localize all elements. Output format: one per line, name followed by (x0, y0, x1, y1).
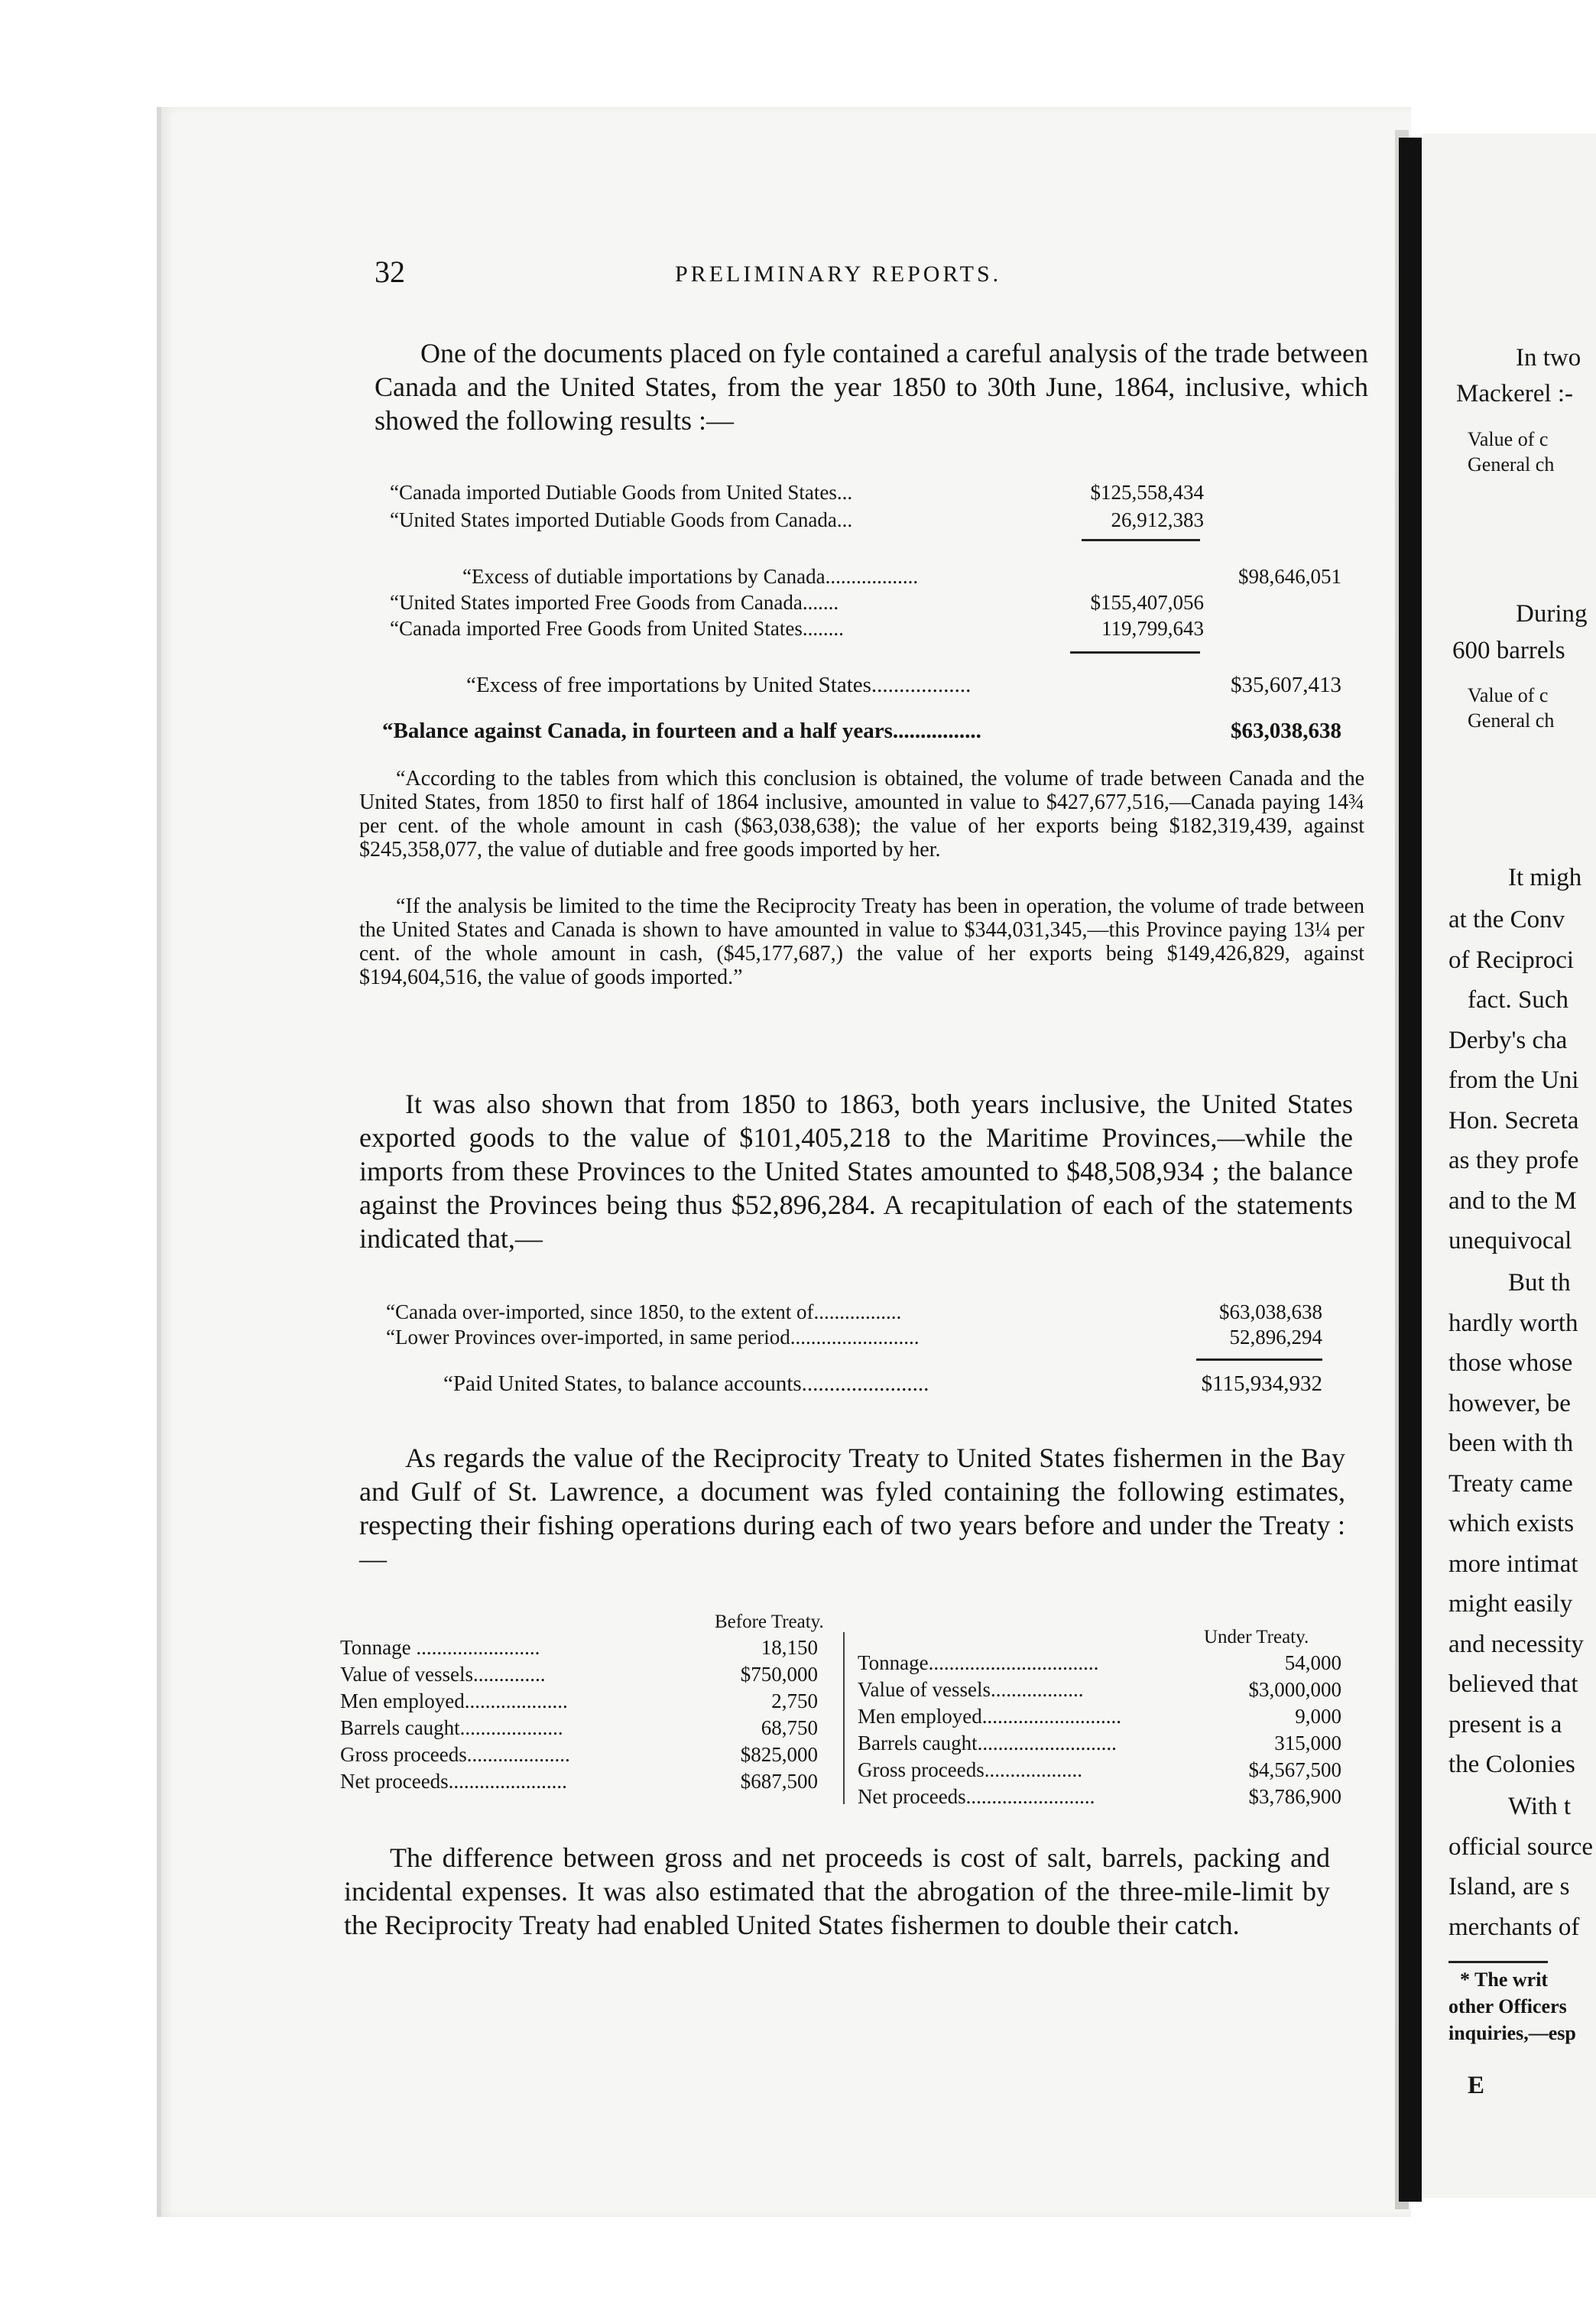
statement-line: “Excess of dutiable importations by Canada.................. $98,646,051 (462, 565, 1341, 588)
paragraph-fishermen-estimates: As regards the value of the Reciprocity Treaty to United States fishermen in the Bay and Gulf of St. Lawrence, a document was fyled containing the following estimates, respecting their fishing operations during each of two years before and under the Treaty :— (359, 1443, 1345, 1574)
paragraph-gross-net-proceeds: The difference between gross and net proceeds is cost of salt, barrels, packing and incidental expenses. It was also estimated that the abrogation of the three-mile-limit by the Reciprocity Treaty had enabled United States fishermen to double their catch. (344, 1842, 1330, 1940)
table-row: Gross proceeds................... $4,567,500 (858, 1758, 1341, 1781)
under-treaty-column (858, 1650, 1341, 1810)
statement-total: “Balance against Canada, in fourteen and a half years................ $63,038,638 (382, 719, 1341, 743)
table-row: Tonnage................................. 54,000 (858, 1651, 1341, 1674)
page-number: 32 (375, 255, 405, 289)
facing-line: Treaty came (1448, 1470, 1573, 1498)
facing-line: 600 barrels (1452, 637, 1565, 664)
facing-page-fragment (1422, 134, 1596, 2198)
facing-line: Hon. Secreta (1448, 1107, 1579, 1134)
facing-line: Island, are s (1448, 1873, 1570, 1900)
quote-reciprocity-analysis: “If the analysis be limited to the time the Reciprocity Treaty has been in operation, the volume of trade between the United States and Canada is shown to have amounted in value to $344,031,345,—this Province paying 13¼ per cent. of the whole amount in cash, ($45,177,687,) the value of her exports being $149,426,829, against $194,604,516, the value of goods imported.” (359, 894, 1364, 989)
facing-line: fact. Such (1468, 986, 1568, 1014)
table-row: Gross proceeds.................... $825,000 (340, 1743, 818, 1766)
facing-line: more intimat (1448, 1550, 1578, 1578)
paragraph-trade-analysis: One of the documents placed on fyle contained a careful analysis of the trade between Canada and the United States, from the year 1850 to 30th June, 1864, inclusive, which showed the following results :— (375, 338, 1368, 436)
footnote-rule (1448, 1961, 1548, 1963)
facing-line: Value of c (1468, 684, 1549, 706)
table-row: Value of vessels.............. $750,000 (340, 1663, 818, 1686)
facing-line: those whose (1448, 1349, 1573, 1377)
facing-line: at the Conv (1448, 906, 1565, 933)
statement-line: “United States imported Dutiable Goods from Canada... 26,912,383 (390, 508, 1204, 531)
facing-line: as they profe (1448, 1147, 1579, 1174)
facing-line: Mackerel :- (1456, 380, 1573, 407)
facing-line: General ch (1468, 709, 1555, 732)
facing-line: believed that (1448, 1670, 1578, 1698)
facing-line: the Colonies (1448, 1751, 1575, 1778)
facing-line: Value of c (1468, 428, 1549, 450)
signature-mark: E (1468, 2072, 1485, 2099)
under-treaty-heading: Under Treaty. (1204, 1627, 1309, 1647)
facing-footnote: other Officers (1448, 1995, 1567, 2017)
facing-footnote: * The writ (1460, 1969, 1549, 1991)
facing-line: unequivocal (1448, 1227, 1572, 1255)
running-head: PRELIMINARY REPORTS. (675, 261, 1002, 287)
column-divider (843, 1632, 845, 1804)
facing-line: from the Uni (1448, 1066, 1579, 1094)
statement-line: “Lower Provinces over-imported, in same period......................... 52,896,294 (386, 1326, 1322, 1349)
facing-line: During (1516, 600, 1588, 628)
facing-line: With t (1508, 1793, 1572, 1820)
facing-line: It migh (1508, 864, 1582, 891)
facing-line: merchants of (1448, 1913, 1580, 1941)
statement-line: “Canada over-imported, since 1850, to the extent of................. $63,038,638 (386, 1300, 1322, 1323)
statement-line: “Excess of free importations by United States.................. $35,607,413 (466, 673, 1341, 697)
facing-line: present is a (1448, 1711, 1562, 1738)
facing-line: Derby's cha (1448, 1027, 1568, 1054)
table-row: Men employed.................... 2,750 (340, 1689, 818, 1712)
statement-line: “United States imported Free Goods from Canada....... $155,407,056 (390, 591, 1204, 614)
facing-line: and necessity (1448, 1631, 1584, 1658)
facing-line: official source (1448, 1833, 1594, 1861)
facing-line: which exists (1448, 1510, 1575, 1537)
before-treaty-heading: Before Treaty. (715, 1612, 824, 1632)
table-row: Barrels caught.................... 68,750 (340, 1716, 818, 1739)
sum-rule (1196, 1358, 1322, 1361)
before-treaty-column (340, 1634, 818, 1795)
statement-line: “Canada imported Free Goods from United States........ 119,799,643 (390, 617, 1204, 640)
statement-line: “Canada imported Dutiable Goods from United States... $125,558,434 (390, 481, 1204, 504)
facing-line: hardly worth (1448, 1310, 1578, 1337)
facing-line: of Reciproci (1448, 946, 1575, 974)
table-row: Net proceeds....................... $687,500 (340, 1770, 818, 1793)
facing-line: General ch (1468, 453, 1555, 476)
sum-rule (1082, 539, 1200, 541)
facing-footnote: inquiries,—esp (1448, 2022, 1576, 2044)
facing-line: been with th (1448, 1430, 1574, 1457)
table-row: Net proceeds......................... $3,786,900 (858, 1785, 1341, 1808)
facing-line: might easily (1448, 1590, 1573, 1618)
statement-total: “Paid United States, to balance accounts....................... $115,934,932 (443, 1371, 1322, 1396)
facing-line: however, be (1448, 1390, 1571, 1417)
page-gutter (1399, 138, 1422, 2202)
table-row: Value of vessels.................. $3,000,000 (858, 1678, 1341, 1701)
table-row: Barrels caught........................... 315,000 (858, 1732, 1341, 1754)
table-row: Men employed........................... 9,000 (858, 1705, 1341, 1728)
facing-line: and to the M (1448, 1187, 1577, 1215)
sum-rule (1070, 651, 1200, 654)
quote-canada-trade-volume: “According to the tables from which this conclusion is obtained, the volume of trade between Canada and the United States, from 1850 to first half of 1864 inclusive, amounted in value to $427,677,516,—Canada paying 14¾ per cent. of the whole amount in cash ($63,038,638); the value of her exports being $182,319,439, against $245,358,077, the value of dutiable and free goods imported by her. (359, 767, 1364, 862)
table-row: Tonnage ........................ 18,150 (340, 1636, 818, 1659)
facing-line: But th (1508, 1269, 1571, 1297)
paragraph-maritime-provinces: It was also shown that from 1850 to 1863, both years inclusive, the United States exported goods to the value of $101,405,218 to the Maritime Provinces,—while the imports from these Provinces to the United States amounted to $48,508,934 ; the balance against the Provinces being thus $52,896,284. A recapitulation of each of the statements indicated that,— (359, 1089, 1353, 1254)
facing-line: In two (1516, 344, 1581, 372)
